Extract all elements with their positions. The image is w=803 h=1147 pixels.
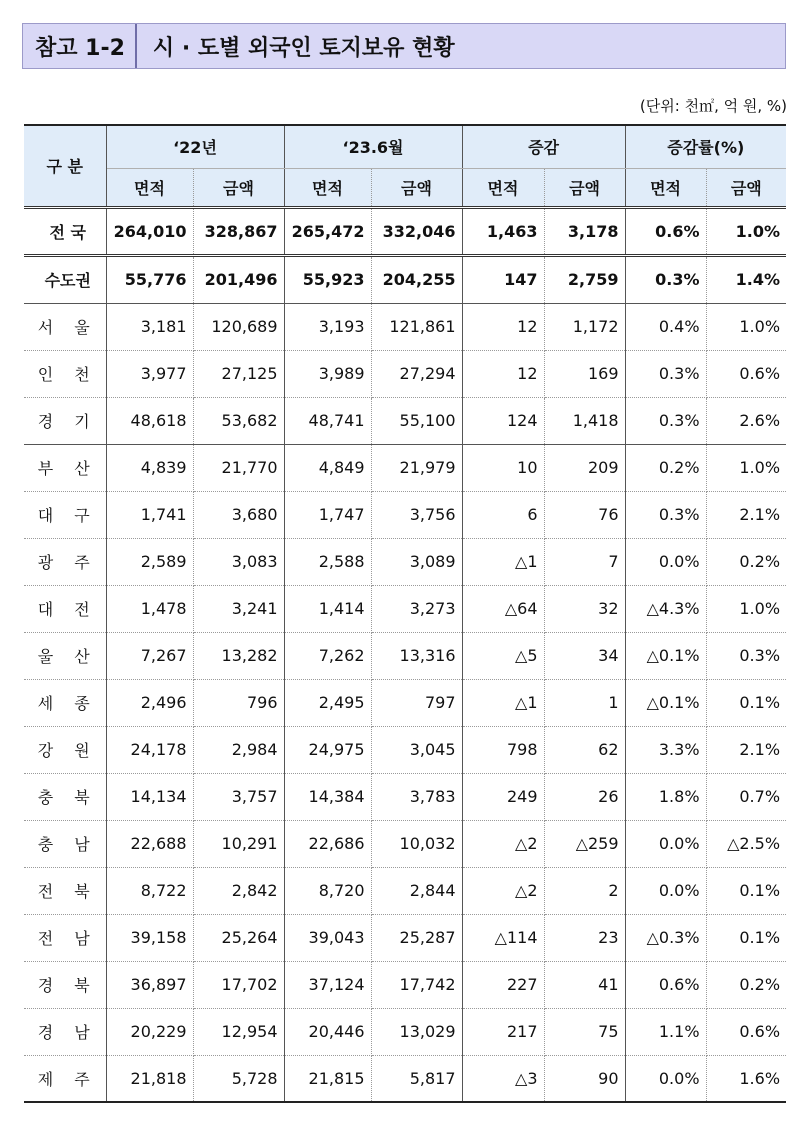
page-title: 시 · 도별 외국인 토지보유 현황 [152, 35, 455, 61]
table-row [24, 773, 786, 820]
table-cell: 10 [462, 444, 544, 491]
table-cell: 21,818 [106, 1055, 193, 1102]
table-row [24, 444, 786, 491]
table-cell: 249 [462, 773, 544, 820]
table-cell: 3,178 [544, 207, 625, 255]
region-name: 수도권 [24, 255, 106, 303]
subheader-area: 면적 [106, 168, 193, 207]
table-row [24, 350, 786, 397]
table-cell: 0.1% [706, 679, 786, 726]
table-cell: △0.3% [625, 914, 706, 961]
table-body [24, 207, 786, 1102]
table-cell: 3,783 [371, 773, 462, 820]
table-cell: 204,255 [371, 255, 462, 303]
region-name: 충 남 [24, 820, 106, 867]
table-cell: 20,446 [284, 1008, 371, 1055]
region-name: 충 북 [24, 773, 106, 820]
table-cell: 7 [544, 538, 625, 585]
table-cell: 24,975 [284, 726, 371, 773]
table-cell: 32 [544, 585, 625, 632]
table-row [24, 914, 786, 961]
table-row [24, 255, 786, 303]
region-name: 전 북 [24, 867, 106, 914]
table-cell: 13,282 [193, 632, 284, 679]
table-cell: 2 [544, 867, 625, 914]
table-row [24, 397, 786, 444]
table-cell: 2,842 [193, 867, 284, 914]
table-cell: 3,181 [106, 303, 193, 350]
table-cell: 10,032 [371, 820, 462, 867]
table-cell: 0.0% [625, 820, 706, 867]
table-cell: 121,861 [371, 303, 462, 350]
table-row [24, 491, 786, 538]
table-cell: 2,844 [371, 867, 462, 914]
table-cell: 17,702 [193, 961, 284, 1008]
subheader-amount: 금액 [193, 168, 284, 207]
table-cell: 3,045 [371, 726, 462, 773]
header-2023-6: ‘23.6월 [284, 125, 462, 168]
table-cell: 3,193 [284, 303, 371, 350]
table-cell: 1,741 [106, 491, 193, 538]
table-cell: 37,124 [284, 961, 371, 1008]
table-row [24, 538, 786, 585]
table-cell: 3,989 [284, 350, 371, 397]
table-cell: 25,264 [193, 914, 284, 961]
table-row [24, 820, 786, 867]
table-cell: △64 [462, 585, 544, 632]
table-cell: 798 [462, 726, 544, 773]
region-name: 세 종 [24, 679, 106, 726]
table-cell: 1.6% [706, 1055, 786, 1102]
region-name: 경 남 [24, 1008, 106, 1055]
table-cell: 5,817 [371, 1055, 462, 1102]
table-cell: 48,741 [284, 397, 371, 444]
table-cell: 124 [462, 397, 544, 444]
table-cell: 7,267 [106, 632, 193, 679]
table-cell: 4,839 [106, 444, 193, 491]
table-cell: 21,815 [284, 1055, 371, 1102]
table-row [24, 961, 786, 1008]
table-cell: △3 [462, 1055, 544, 1102]
table-cell: 2.6% [706, 397, 786, 444]
subheader-amount: 금액 [371, 168, 462, 207]
table-cell: 264,010 [106, 207, 193, 255]
table-cell: 48,618 [106, 397, 193, 444]
table-cell: 41 [544, 961, 625, 1008]
table-cell: 1.0% [706, 207, 786, 255]
table-cell: 3.3% [625, 726, 706, 773]
header-gubun: 구 분 [24, 125, 106, 207]
region-name: 경 기 [24, 397, 106, 444]
region-name: 경 북 [24, 961, 106, 1008]
subheader-area: 면적 [284, 168, 371, 207]
table-cell: 10,291 [193, 820, 284, 867]
table-cell: △0.1% [625, 679, 706, 726]
table-cell: 17,742 [371, 961, 462, 1008]
table-cell: 2,984 [193, 726, 284, 773]
table-cell: 1.1% [625, 1008, 706, 1055]
table-cell: 2,759 [544, 255, 625, 303]
table-cell: △2 [462, 820, 544, 867]
table-cell: 227 [462, 961, 544, 1008]
table-cell: 0.4% [625, 303, 706, 350]
table-cell: 0.6% [706, 1008, 786, 1055]
region-name: 광 주 [24, 538, 106, 585]
region-name: 전 국 [24, 207, 106, 255]
table-cell: 1.0% [706, 444, 786, 491]
table-cell: △114 [462, 914, 544, 961]
table-cell: 24,178 [106, 726, 193, 773]
table-cell: 0.7% [706, 773, 786, 820]
table-cell: 13,029 [371, 1008, 462, 1055]
region-name: 부 산 [24, 444, 106, 491]
land-holdings-table [24, 124, 786, 1103]
table-cell: 8,722 [106, 867, 193, 914]
table-cell: 55,923 [284, 255, 371, 303]
table-cell: 201,496 [193, 255, 284, 303]
table-cell: 36,897 [106, 961, 193, 1008]
table-row [24, 1055, 786, 1102]
table-cell: 12 [462, 350, 544, 397]
table-cell: △2 [462, 867, 544, 914]
table-cell: 332,046 [371, 207, 462, 255]
table-cell: 55,776 [106, 255, 193, 303]
table-cell: 26 [544, 773, 625, 820]
table-cell: 3,273 [371, 585, 462, 632]
table-cell: 2.1% [706, 491, 786, 538]
table-cell: 0.6% [625, 961, 706, 1008]
subheader-area: 면적 [462, 168, 544, 207]
table-row [24, 585, 786, 632]
table-cell: 90 [544, 1055, 625, 1102]
table-cell: 1 [544, 679, 625, 726]
title-label: 참고 1-2 [23, 24, 137, 68]
table-cell: 3,757 [193, 773, 284, 820]
region-name: 울 산 [24, 632, 106, 679]
table-cell: 265,472 [284, 207, 371, 255]
table-cell: 0.2% [625, 444, 706, 491]
table-cell: 39,043 [284, 914, 371, 961]
table-cell: 12 [462, 303, 544, 350]
table-cell: 20,229 [106, 1008, 193, 1055]
table-cell: 75 [544, 1008, 625, 1055]
header-2022: ‘22년 [106, 125, 284, 168]
region-name: 대 전 [24, 585, 106, 632]
table-cell: 1.4% [706, 255, 786, 303]
table-cell: △5 [462, 632, 544, 679]
table-cell: 53,682 [193, 397, 284, 444]
table-cell: 7,262 [284, 632, 371, 679]
table-cell: 1,478 [106, 585, 193, 632]
table-cell: 0.6% [706, 350, 786, 397]
table-cell: 217 [462, 1008, 544, 1055]
table-cell: 3,083 [193, 538, 284, 585]
table-cell: 27,294 [371, 350, 462, 397]
table-cell: 1,414 [284, 585, 371, 632]
table-cell: 0.3% [625, 350, 706, 397]
table-cell: 76 [544, 491, 625, 538]
table-row [24, 867, 786, 914]
table-cell: △1 [462, 679, 544, 726]
table-cell: 23 [544, 914, 625, 961]
table-cell: 34 [544, 632, 625, 679]
table-row [24, 303, 786, 350]
table-cell: 0.3% [625, 491, 706, 538]
table-cell: 3,241 [193, 585, 284, 632]
table-cell: 1.0% [706, 303, 786, 350]
table-cell: 0.1% [706, 867, 786, 914]
unit-note: (단위: 천㎡, 억 원, %) [639, 97, 787, 115]
table-cell: 0.0% [625, 538, 706, 585]
table-cell: 4,849 [284, 444, 371, 491]
table-cell: 27,125 [193, 350, 284, 397]
table-row [24, 679, 786, 726]
table-cell: 13,316 [371, 632, 462, 679]
subheader-area: 면적 [625, 168, 706, 207]
table-cell: 169 [544, 350, 625, 397]
table-cell: △2.5% [706, 820, 786, 867]
table-cell: 2,495 [284, 679, 371, 726]
table-cell: 2,588 [284, 538, 371, 585]
table-cell: 39,158 [106, 914, 193, 961]
table-cell: △0.1% [625, 632, 706, 679]
table-cell: △259 [544, 820, 625, 867]
table-cell: 21,979 [371, 444, 462, 491]
table-cell: 0.0% [625, 867, 706, 914]
table-cell: 1,418 [544, 397, 625, 444]
table-cell: 3,089 [371, 538, 462, 585]
table-cell: 209 [544, 444, 625, 491]
table-cell: 22,688 [106, 820, 193, 867]
region-name: 전 남 [24, 914, 106, 961]
table-cell: 3,756 [371, 491, 462, 538]
table-cell: 120,689 [193, 303, 284, 350]
table-cell: 797 [371, 679, 462, 726]
table-cell: 1,172 [544, 303, 625, 350]
table-cell: 1,463 [462, 207, 544, 255]
table-row [24, 726, 786, 773]
region-name: 대 구 [24, 491, 106, 538]
table-cell: 14,134 [106, 773, 193, 820]
table-row [24, 632, 786, 679]
table-cell: 12,954 [193, 1008, 284, 1055]
table-cell: △1 [462, 538, 544, 585]
title-bar [22, 23, 786, 69]
subheader-amount: 금액 [706, 168, 786, 207]
table-row [24, 207, 786, 255]
table-cell: 796 [193, 679, 284, 726]
table-cell: 0.2% [706, 538, 786, 585]
region-name: 서 울 [24, 303, 106, 350]
table-cell: 0.6% [625, 207, 706, 255]
table-cell: 55,100 [371, 397, 462, 444]
table-cell: 3,977 [106, 350, 193, 397]
table-cell: 5,728 [193, 1055, 284, 1102]
table-cell: △4.3% [625, 585, 706, 632]
table-cell: 0.3% [706, 632, 786, 679]
table-cell: 0.3% [625, 397, 706, 444]
table-cell: 2.1% [706, 726, 786, 773]
table-cell: 2,496 [106, 679, 193, 726]
table-cell: 0.3% [625, 255, 706, 303]
table-cell: 0.1% [706, 914, 786, 961]
table-cell: 3,680 [193, 491, 284, 538]
table-cell: 8,720 [284, 867, 371, 914]
table-cell: 25,287 [371, 914, 462, 961]
table-cell: 328,867 [193, 207, 284, 255]
table-cell: 14,384 [284, 773, 371, 820]
table-cell: 2,589 [106, 538, 193, 585]
region-name: 제 주 [24, 1055, 106, 1102]
table-cell: 1.0% [706, 585, 786, 632]
table-row [24, 1008, 786, 1055]
table-cell: 22,686 [284, 820, 371, 867]
table-cell: 0.2% [706, 961, 786, 1008]
table-cell: 62 [544, 726, 625, 773]
subheader-amount: 금액 [544, 168, 625, 207]
table-cell: 21,770 [193, 444, 284, 491]
table-cell: 0.0% [625, 1055, 706, 1102]
table-cell: 147 [462, 255, 544, 303]
table-cell: 6 [462, 491, 544, 538]
region-name: 인 천 [24, 350, 106, 397]
table-cell: 1.8% [625, 773, 706, 820]
header-change: 증감 [462, 125, 625, 168]
table-cell: 1,747 [284, 491, 371, 538]
region-name: 강 원 [24, 726, 106, 773]
header-change-rate: 증감률(%) [625, 125, 786, 168]
